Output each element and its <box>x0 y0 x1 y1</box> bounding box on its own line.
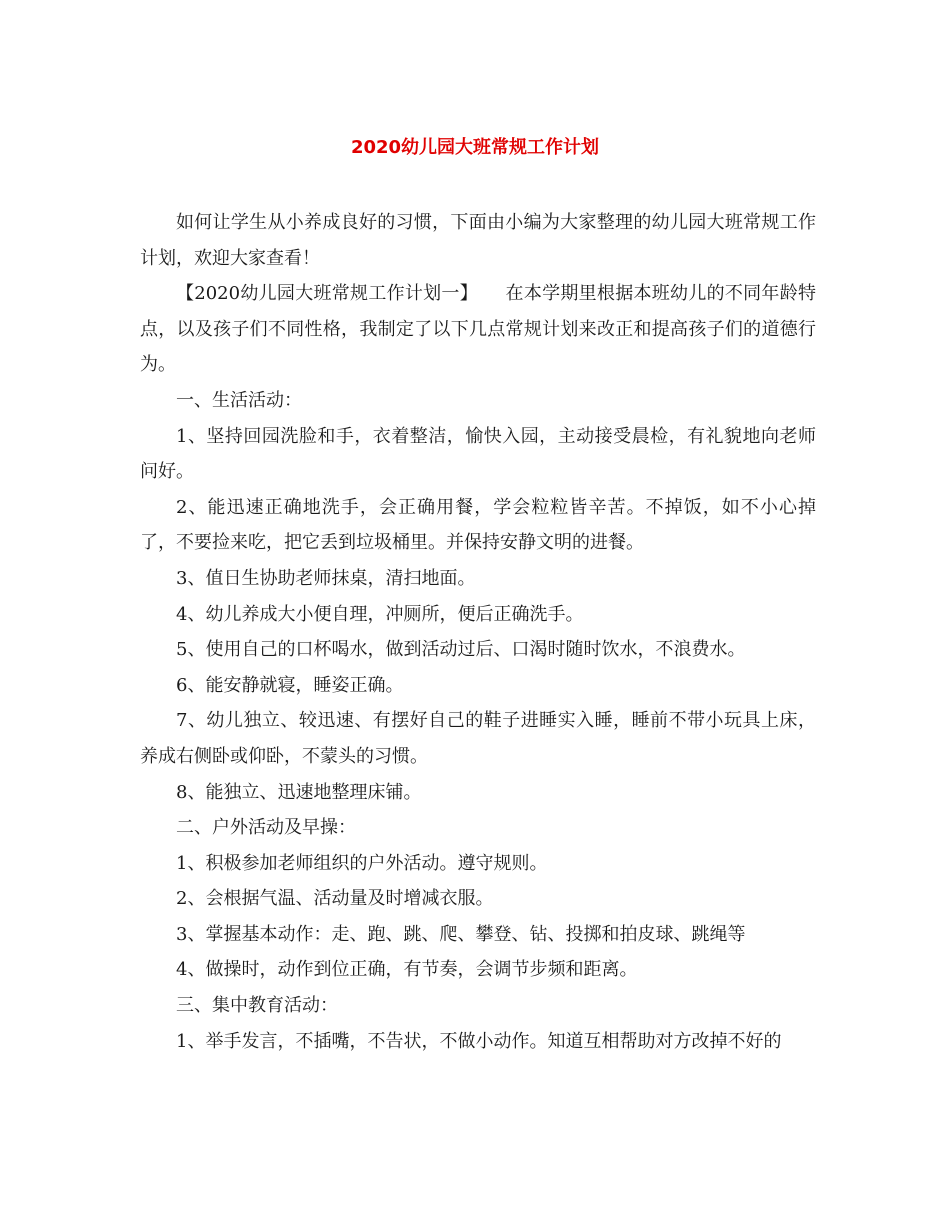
section-heading-life-activities: 一、生活活动： <box>176 389 302 411</box>
section-heading-group-education: 三、集中教育活动： <box>176 995 338 1017</box>
list-item: 2、能迅速正确地洗手，会正确用餐，学会粒粒皆辛苦。不掉饭，如不小心掉了，不要捡来吃，把它丢到垃圾桶里。并保持安静文明的进餐。 <box>140 496 816 554</box>
list-item: 3、掌握基本动作：走、跑、跳、爬、攀登、钻、投掷和拍皮球、跳绳等 <box>176 923 746 945</box>
document-body <box>140 205 816 1059</box>
list-item: 1、举手发言，不插嘴，不告状，不做小动作。知道互相帮助对方改掉不好的 <box>176 1030 782 1052</box>
paragraph-plan-one: 【2020幼儿园大班常规工作计划一】 在本学期里根据本班幼儿的不同年龄特点，以及孩子们不同性格，我制定了以下几点常规计划来改正和提高孩子们的道德行为。 <box>140 283 816 376</box>
list-item: 4、幼儿养成大小便自理，冲厕所，便后正确洗手。 <box>176 603 584 625</box>
list-item: 8、能独立、迅速地整理床铺。 <box>176 781 422 803</box>
list-item: 1、坚持回园洗脸和手，衣着整洁，愉快入园，主动接受晨检，有礼貌地向老师问好。 <box>140 425 816 483</box>
list-item: 5、使用自己的口杯喝水，做到活动过后、口渴时随时饮水，不浪费水。 <box>176 639 746 661</box>
list-item: 2、会根据气温、活动量及时增减衣服。 <box>176 888 494 910</box>
list-item: 6、能安静就寝，睡姿正确。 <box>176 674 404 696</box>
list-item: 1、积极参加老师组织的户外活动。遵守规则。 <box>176 852 548 874</box>
list-item: 3、值日生协助老师抹桌，清扫地面。 <box>176 567 476 589</box>
paragraph-intro: 如何让学生从小养成良好的习惯，下面由小编为大家整理的幼儿园大班常规工作计划，欢迎大家查看！ <box>140 212 816 269</box>
section-heading-outdoor-activities: 二、户外活动及早操： <box>176 817 356 839</box>
list-item: 4、做操时，动作到位正确，有节奏，会调节步频和距离。 <box>176 959 638 981</box>
list-item: 7、幼儿独立、较迅速、有摆好自己的鞋子进睡实入睡，睡前不带小玩具上床，养成右侧卧或仰卧，不蒙头的习惯。 <box>140 710 816 767</box>
document-title: 2020幼儿园大班常规工作计划 <box>350 137 600 158</box>
